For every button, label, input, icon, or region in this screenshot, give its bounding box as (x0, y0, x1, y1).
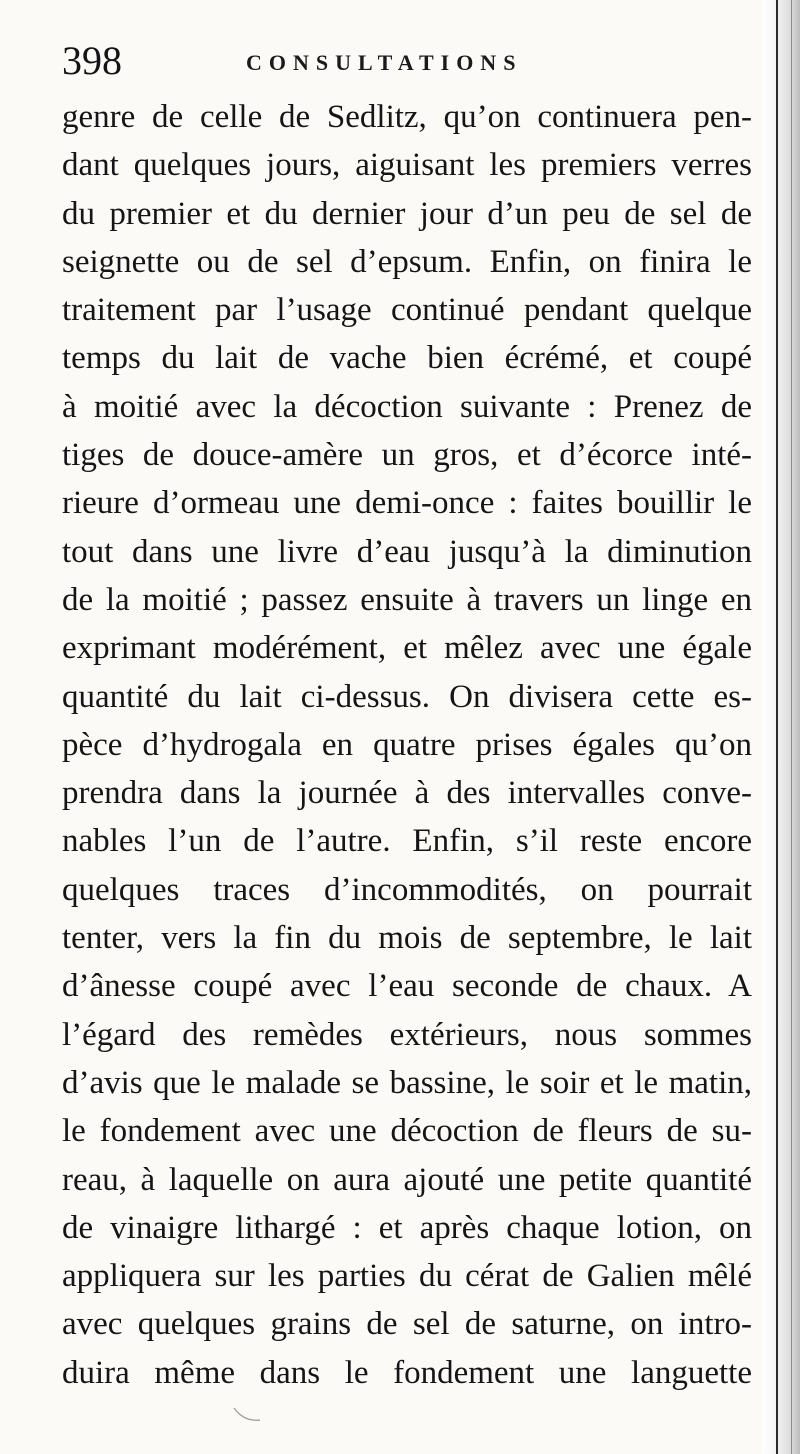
text-line: tout dans une livre d’eau jusqu’à la diminution (62, 533, 752, 570)
text-line: traitement par l’usage continué pendant quelque (62, 292, 752, 329)
running-head: CONSULTATIONS (246, 50, 523, 75)
text-line: de la moitié ; passez ensuite à travers un linge en (62, 581, 752, 618)
text-line: pèce d’hydrogala en quatre prises égales qu’on (62, 726, 752, 763)
page-edge-line (776, 0, 778, 1454)
text-line: l’égard des remèdes extérieurs, nous sommes (62, 1016, 752, 1053)
text-line: appliquera sur les parties du cérat de Galien mêlé (62, 1258, 752, 1295)
text-line: duira même dans le fondement une languette (62, 1354, 752, 1391)
text-line: nables l’un de l’autre. Enfin, s’il reste encore (62, 823, 752, 860)
text-line: exprimant modérément, et mêlez avec une égale (62, 630, 752, 667)
text-line: rieure d’ormeau une demi-once : faites bouillir le (62, 485, 752, 522)
text-line: quantité du lait ci-dessus. On divisera cette es- (62, 678, 752, 715)
page-edge-line-outer (791, 0, 792, 1454)
text-line: genre de celle de Sedlitz, qu’on continuera pen- (62, 99, 752, 135)
text-line: tiges de douce-amère un gros, et d’écorce inté- (62, 437, 752, 474)
text-line: prendra dans la journée à des intervalles conve- (62, 775, 752, 812)
text-line: d’avis que le malade se bassine, le soir et le matin, (62, 1064, 752, 1101)
text-line: de vinaigre lithargé : et après chaque lotion, on (62, 1209, 752, 1246)
text-line: quelques traces d’incommodités, on pourrait (62, 871, 752, 908)
text-line: temps du lait de vache bien écrémé, et coupé (62, 340, 752, 377)
page-header (62, 38, 762, 88)
text-line: tenter, vers la fin du mois de septembre, le lait (62, 920, 752, 957)
page-edge-shadow (762, 0, 800, 1454)
page-number: 398 (62, 38, 122, 83)
text-line: seignette ou de sel d’epsum. Enfin, on finira le (62, 243, 752, 280)
text-line: à moitié avec la décoction suivante : Prenez de (62, 388, 752, 425)
text-line: d’ânesse coupé avec l’eau seconde de chaux. A (62, 968, 752, 1005)
text-line: reau, à laquelle on aura ajouté une petite quantité (62, 1161, 752, 1198)
text-line: du premier et du dernier jour d’un peu de sel de (62, 195, 752, 232)
body-text (62, 93, 752, 1397)
text-line: avec quelques grains de sel de saturne, on intro- (62, 1306, 752, 1343)
text-line: le fondement avec une décoction de fleurs de su- (62, 1113, 752, 1150)
ink-speck-mark (230, 1404, 270, 1426)
text-line: dant quelques jours, aiguisant les premiers verres (62, 147, 752, 184)
